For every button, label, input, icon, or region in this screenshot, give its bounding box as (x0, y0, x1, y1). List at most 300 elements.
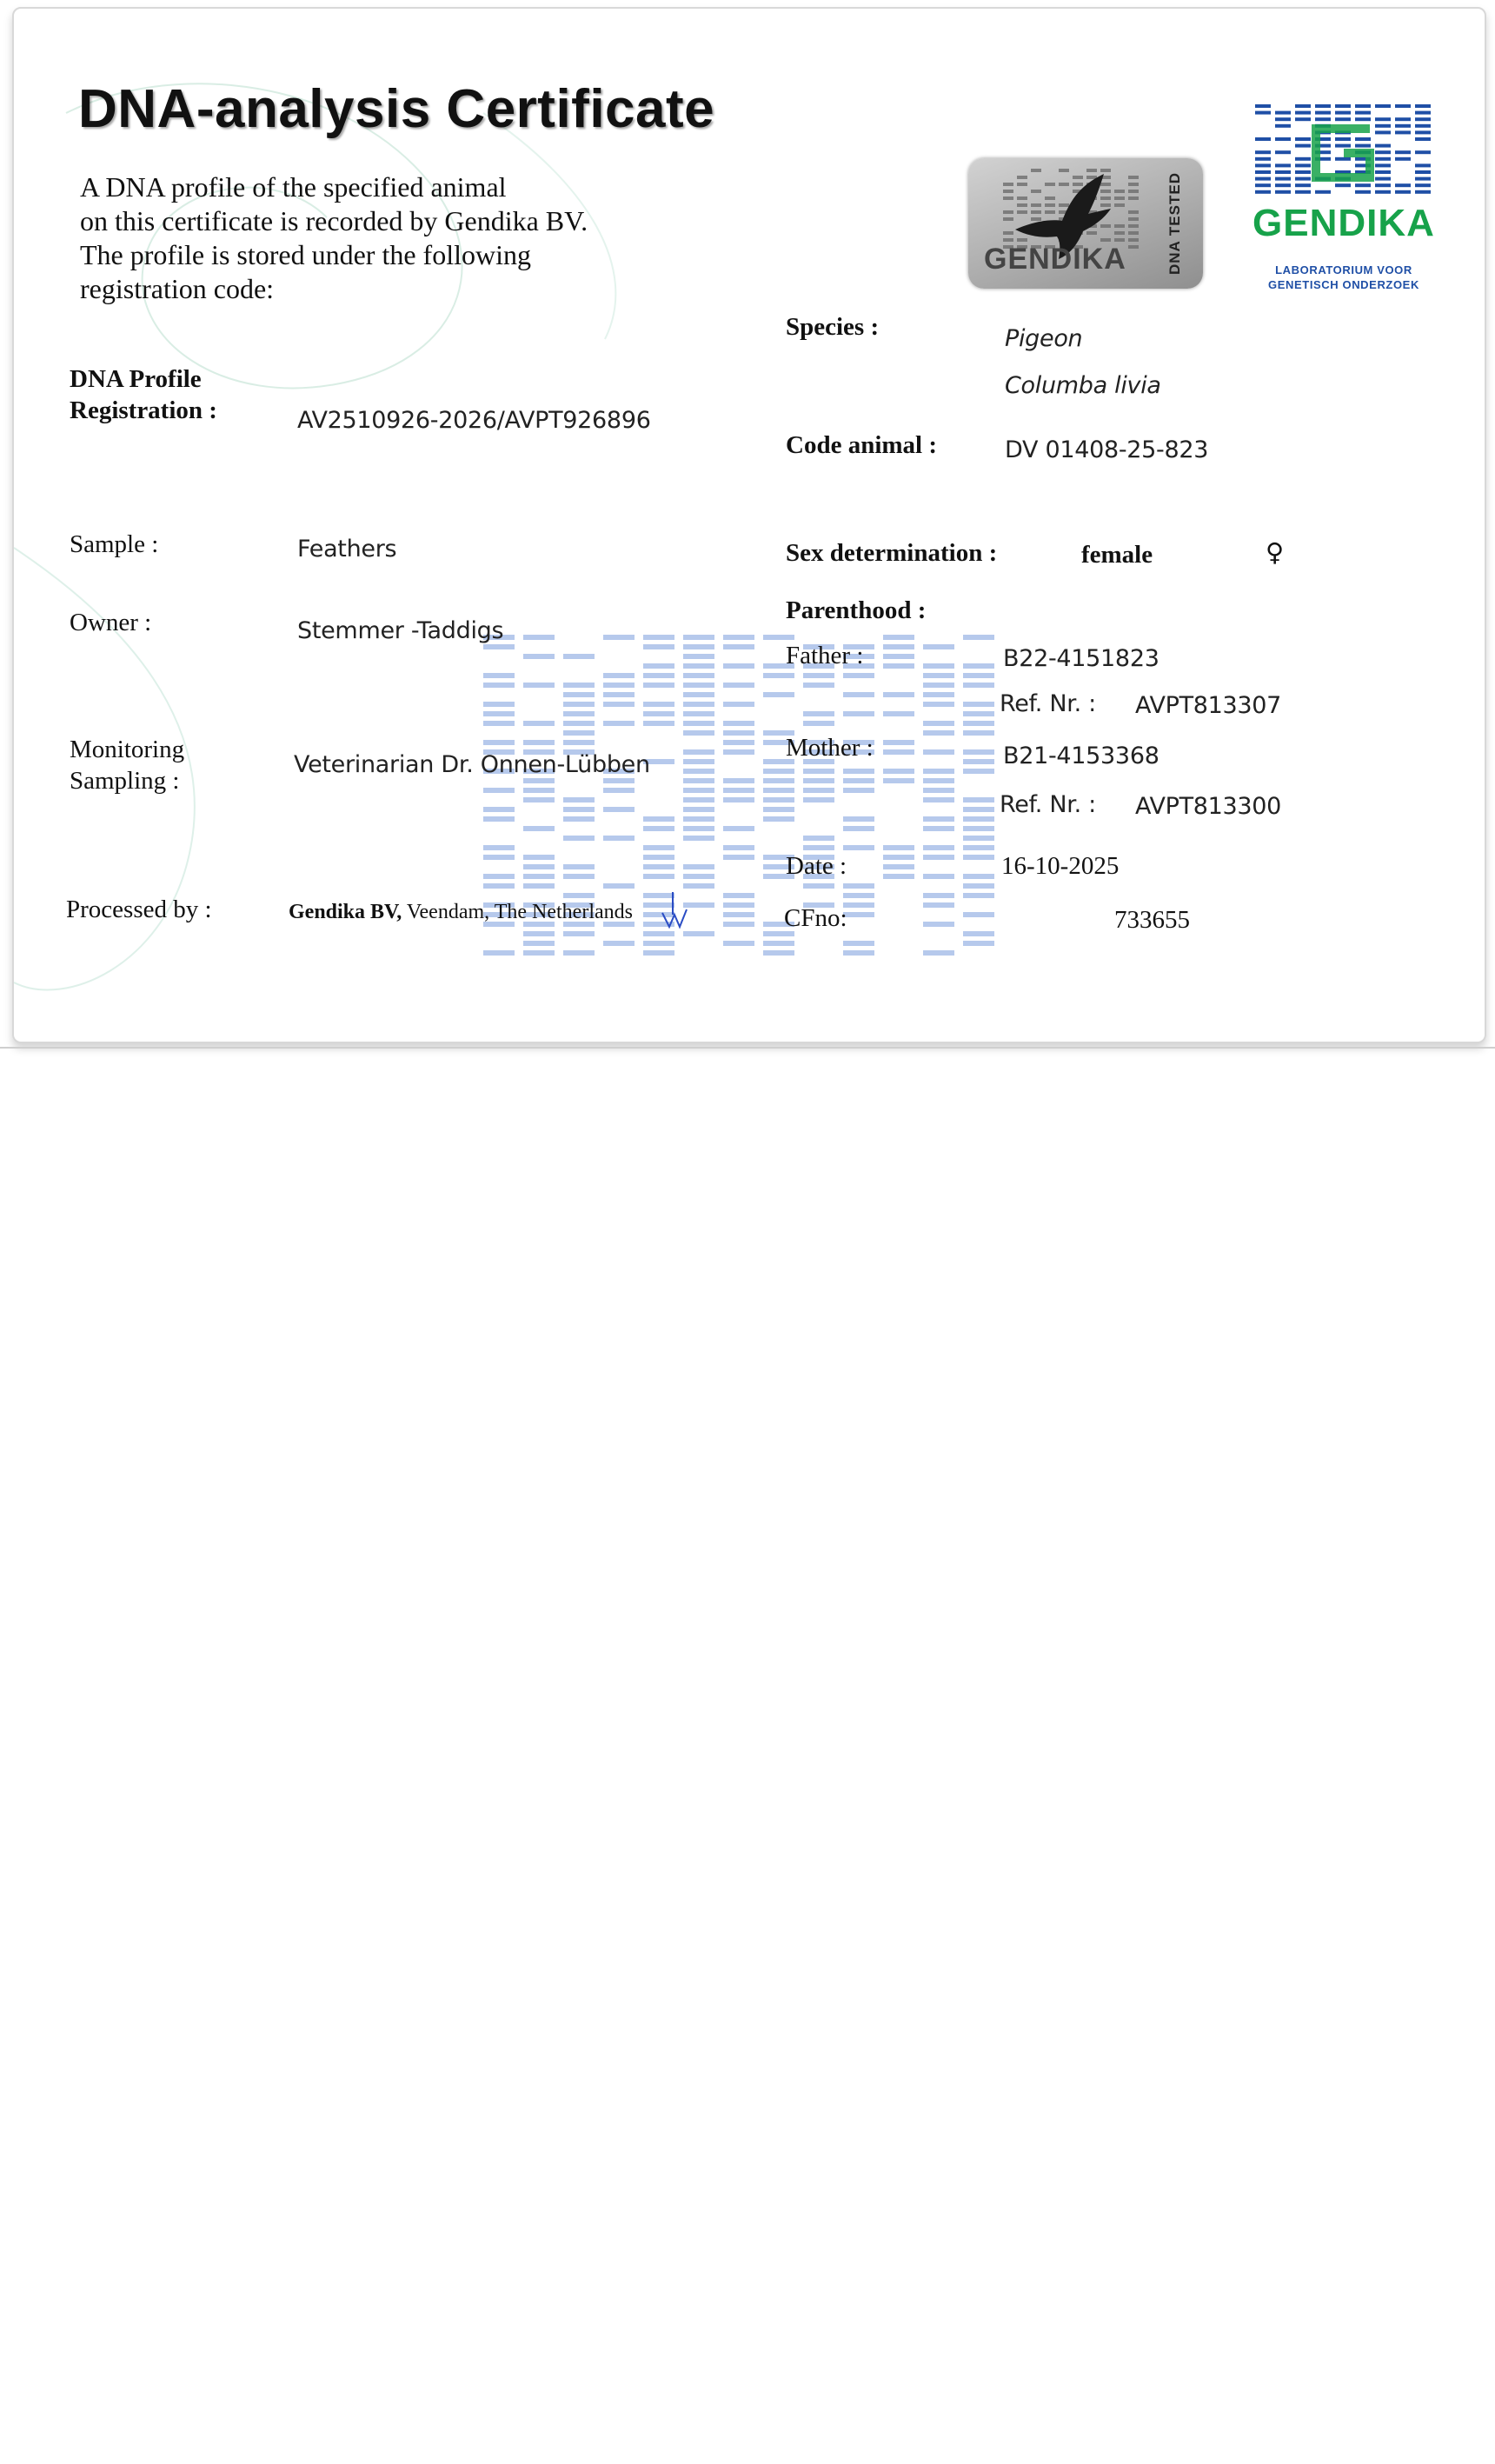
gel-band (643, 816, 674, 822)
logo-band (1375, 157, 1391, 161)
gel-band (963, 673, 994, 678)
gel-band (923, 855, 954, 860)
gel-band (643, 644, 674, 649)
gel-band (843, 673, 874, 678)
gel-band (643, 663, 674, 669)
logo-subtitle-line: GENETISCH ONDERZOEK (1268, 278, 1419, 291)
sample-value: Feathers (297, 536, 397, 563)
gel-band (923, 797, 954, 802)
gel-band (683, 730, 714, 736)
logo-band (1375, 183, 1391, 187)
logo-band (1375, 144, 1391, 148)
gel-band (843, 769, 874, 774)
gel-band (723, 778, 754, 783)
gel-band (643, 874, 674, 879)
gel-band (963, 721, 994, 726)
gel-band (763, 816, 794, 822)
gel-band (563, 730, 595, 736)
logo-band (1355, 111, 1371, 115)
gel-band (643, 941, 674, 946)
logo-band (1375, 150, 1391, 154)
gel-band (563, 683, 595, 688)
gel-band (643, 711, 674, 716)
gel-band (683, 797, 714, 802)
gel-band (603, 635, 635, 640)
logo-band (1335, 104, 1351, 108)
gel-band (483, 673, 515, 678)
gel-band (523, 683, 555, 688)
gel-band (923, 874, 954, 879)
gel-band (683, 769, 714, 774)
gel-band (963, 807, 994, 812)
gel-band (723, 845, 754, 850)
gel-band (683, 635, 714, 640)
gel-band (563, 864, 595, 869)
gel-band (843, 692, 874, 697)
registration-value: AV2510926-2026/AVPT926896 (297, 407, 651, 434)
logo-band (1275, 111, 1291, 115)
gel-band (883, 654, 914, 659)
gel-band (723, 683, 754, 688)
logo-band (1275, 150, 1291, 154)
logo-band (1275, 137, 1291, 141)
gel-band (643, 702, 674, 707)
gel-band (843, 788, 874, 793)
gel-band (563, 721, 595, 726)
gel-band (883, 855, 914, 860)
logo-band (1295, 163, 1311, 167)
gel-band (763, 635, 794, 640)
gel-band (923, 721, 954, 726)
gel-band (683, 836, 714, 841)
gel-band (723, 893, 754, 898)
species-common-value: Pigeon (1005, 325, 1083, 352)
gel-band (843, 845, 874, 850)
gel-band (803, 769, 834, 774)
gel-band (723, 855, 754, 860)
gel-band (643, 721, 674, 726)
cfno-value: 733655 (1114, 906, 1190, 934)
gel-band (723, 663, 754, 669)
gel-band (723, 749, 754, 755)
gel-band (563, 692, 595, 697)
page-edge-shadow (0, 1047, 1495, 1049)
gel-band (483, 788, 515, 793)
parenthood-label: Parenthood : (786, 596, 927, 624)
gel-band (723, 941, 754, 946)
logo-band (1275, 117, 1291, 121)
logo-band (1415, 137, 1431, 141)
gel-band (723, 788, 754, 793)
gel-band (763, 788, 794, 793)
logo-band (1295, 157, 1311, 161)
processed-value (289, 901, 633, 924)
logo-band (1415, 150, 1431, 154)
gel-band (643, 635, 674, 640)
sex-value: female (1081, 541, 1153, 569)
processed-company: Gendika BV, (289, 901, 402, 923)
logo-band (1395, 130, 1411, 134)
logo-band (1355, 183, 1371, 187)
gel-band (523, 931, 555, 936)
gel-band (563, 740, 595, 745)
gel-band (563, 807, 595, 812)
logo-band (1395, 124, 1411, 128)
logo-band (1415, 163, 1431, 167)
gel-band (563, 874, 595, 879)
gel-band (723, 730, 754, 736)
gel-band (803, 683, 834, 688)
logo-band (1335, 111, 1351, 115)
gel-band (963, 874, 994, 879)
gel-band (483, 874, 515, 879)
gel-band (843, 711, 874, 716)
gel-band (923, 702, 954, 707)
gel-band (843, 826, 874, 831)
logo-band (1355, 104, 1371, 108)
gel-band (883, 740, 914, 745)
gel-band (843, 941, 874, 946)
gel-band (723, 635, 754, 640)
gel-band (803, 778, 834, 783)
logo-band (1335, 117, 1351, 121)
logo-band (1395, 183, 1411, 187)
logo-band (1255, 150, 1271, 154)
father-label: Father : (786, 642, 864, 669)
gel-band (563, 654, 595, 659)
gel-band (843, 950, 874, 956)
gel-band (603, 702, 635, 707)
logo-band (1275, 163, 1291, 167)
code-animal-label: Code animal : (786, 431, 937, 459)
logo-band (1415, 124, 1431, 128)
gel-band (603, 836, 635, 841)
gel-band (483, 883, 515, 889)
gel-band (763, 797, 794, 802)
gel-band (963, 912, 994, 917)
father-ref-label: Ref. Nr. : (1000, 690, 1096, 717)
stamp-vertical-text: DNA TESTED (1166, 172, 1183, 275)
species-label: Species : (786, 313, 880, 341)
logo-band (1315, 111, 1331, 115)
logo-band (1375, 130, 1391, 134)
gel-band (723, 902, 754, 908)
owner-value: Stemmer -Taddigs (297, 617, 504, 644)
logo-band (1295, 190, 1311, 194)
gel-band (763, 807, 794, 812)
intro-line: on this certificate is recorded by Gendika BV. (80, 205, 588, 236)
logo-band (1255, 111, 1271, 115)
logo-band (1315, 104, 1331, 108)
stamp-text: GENDIKA (984, 243, 1126, 276)
gel-band (883, 769, 914, 774)
logo-band (1275, 124, 1291, 128)
gel-band (843, 902, 874, 908)
gel-band (843, 893, 874, 898)
gel-band (523, 874, 555, 879)
date-label: Date : (786, 852, 847, 880)
processed-location: Veendam, The Netherlands (402, 901, 633, 923)
logo-band (1255, 177, 1271, 181)
father-value: B22-4151823 (1003, 645, 1159, 672)
logo-band (1355, 144, 1371, 148)
intro-text (80, 170, 706, 306)
logo-subtitle-line: LABORATORIUM VOOR (1275, 263, 1412, 276)
gel-band (803, 883, 834, 889)
father-ref-value: AVPT813307 (1135, 692, 1282, 719)
logo-band (1255, 137, 1271, 141)
gel-band (883, 845, 914, 850)
logo-band (1395, 157, 1411, 161)
gel-band (803, 673, 834, 678)
gel-band (923, 845, 954, 850)
gel-band (923, 788, 954, 793)
gel-band (523, 797, 555, 802)
gel-band (763, 941, 794, 946)
gel-band (923, 816, 954, 822)
logo-band (1395, 117, 1411, 121)
gel-band (923, 749, 954, 755)
gel-band (723, 740, 754, 745)
logo-band (1415, 130, 1431, 134)
gel-band (603, 778, 635, 783)
gel-band (883, 749, 914, 755)
gel-band (523, 941, 555, 946)
processed-label: Processed by : (66, 896, 212, 923)
gel-band (683, 807, 714, 812)
gel-band (963, 749, 994, 755)
gel-band (483, 845, 515, 850)
gel-band (683, 654, 714, 659)
intro-line: The profile is stored under the following (80, 239, 531, 270)
logo-band (1375, 190, 1391, 194)
gel-band (963, 711, 994, 716)
gel-band (763, 778, 794, 783)
logo-band (1415, 104, 1431, 108)
logo-band (1255, 104, 1271, 108)
gel-band (643, 950, 674, 956)
gel-band (803, 711, 834, 716)
gel-band (683, 816, 714, 822)
gel-band (683, 673, 714, 678)
gel-band (483, 740, 515, 745)
gel-band (963, 769, 994, 774)
gel-band (843, 912, 874, 917)
gel-band (483, 855, 515, 860)
mother-ref-label: Ref. Nr. : (1000, 791, 1096, 818)
gel-band (923, 902, 954, 908)
logo-band (1375, 170, 1391, 174)
gel-band (683, 874, 714, 879)
gel-band (923, 673, 954, 678)
female-symbol-icon: ♀ (1266, 537, 1285, 567)
logo-band (1415, 183, 1431, 187)
gel-band (723, 826, 754, 831)
gel-band (963, 893, 994, 898)
gel-band (923, 778, 954, 783)
logo-band (1415, 111, 1431, 115)
gel-band (803, 836, 834, 841)
logo-band (1295, 144, 1311, 148)
intro-line: A DNA profile of the specified animal (80, 171, 507, 203)
gel-band (923, 893, 954, 898)
gel-band (963, 845, 994, 850)
gel-band (683, 663, 714, 669)
gel-band (523, 864, 555, 869)
gel-band (923, 950, 954, 956)
gel-band (483, 644, 515, 649)
gel-band (483, 711, 515, 716)
gel-band (683, 683, 714, 688)
gel-band (803, 788, 834, 793)
species-latin-value: Columba livia (1005, 372, 1161, 399)
gel-band (683, 711, 714, 716)
gel-band (963, 883, 994, 889)
mother-ref-value: AVPT813300 (1135, 793, 1282, 820)
gel-band (523, 778, 555, 783)
gel-band (683, 702, 714, 707)
logo-band (1375, 117, 1391, 121)
gel-band (683, 644, 714, 649)
sample-label: Sample : (70, 530, 159, 558)
gel-band (803, 845, 834, 850)
gel-band (523, 635, 555, 640)
gel-band (923, 730, 954, 736)
logo-band (1335, 183, 1351, 187)
gel-band (883, 635, 914, 640)
gel-band (603, 683, 635, 688)
dna-tested-stamp (968, 158, 1203, 289)
gel-band (563, 836, 595, 841)
gel-band (603, 673, 635, 678)
gel-band (523, 721, 555, 726)
logo-band (1275, 190, 1291, 194)
gel-band (963, 663, 994, 669)
gel-band (603, 807, 635, 812)
logo-band (1395, 150, 1411, 154)
gel-band (563, 931, 595, 936)
gel-band (523, 883, 555, 889)
gel-band (803, 797, 834, 802)
gel-band (683, 778, 714, 783)
gel-band (883, 644, 914, 649)
gel-band (923, 769, 954, 774)
gel-band (723, 797, 754, 802)
gel-band (963, 816, 994, 822)
logo-band (1375, 104, 1391, 108)
gel-band (563, 893, 595, 898)
gel-band (963, 635, 994, 640)
gel-band (963, 702, 994, 707)
logo-band (1295, 137, 1311, 141)
registration-label: DNA Profile (70, 365, 202, 393)
gel-band (643, 683, 674, 688)
logo-band (1255, 163, 1271, 167)
registration-label: Registration : (70, 396, 217, 424)
monitoring-label: Monitoring (70, 736, 185, 763)
gel-band (763, 950, 794, 956)
logo-band (1355, 117, 1371, 121)
gel-band (883, 663, 914, 669)
gel-band (523, 654, 555, 659)
gel-band (923, 644, 954, 649)
gel-band (563, 797, 595, 802)
logo-band (1375, 163, 1391, 167)
gel-band (683, 826, 714, 831)
gel-band (723, 702, 754, 707)
gel-band (643, 845, 674, 850)
gel-band (523, 788, 555, 793)
gel-band (963, 855, 994, 860)
gel-band (843, 816, 874, 822)
gel-band (683, 692, 714, 697)
gel-band (883, 864, 914, 869)
gel-band (483, 683, 515, 688)
logo-band (1295, 117, 1311, 121)
logo-band (1295, 170, 1311, 174)
gel-band (963, 759, 994, 764)
owner-label: Owner : (70, 609, 152, 636)
logo-band (1415, 190, 1431, 194)
gel-band (683, 721, 714, 726)
gel-band (483, 950, 515, 956)
gel-band (563, 816, 595, 822)
logo-band (1255, 170, 1271, 174)
gendika-logo-icon (1248, 103, 1439, 200)
gel-band (923, 826, 954, 831)
gel-band (643, 826, 674, 831)
gel-band (523, 950, 555, 956)
logo-band (1335, 144, 1351, 148)
gel-band (523, 855, 555, 860)
gel-band (643, 673, 674, 678)
sex-label: Sex determination : (786, 539, 998, 567)
logo-band (1355, 190, 1371, 194)
gel-band (803, 721, 834, 726)
gel-band (483, 702, 515, 707)
gel-band (563, 711, 595, 716)
gel-band (603, 941, 635, 946)
monitoring-value: Veterinarian Dr. Onnen-Lübben (294, 751, 650, 778)
logo-band (1255, 190, 1271, 194)
cfno-label: CFno: (784, 904, 847, 932)
logo-band (1255, 157, 1271, 161)
gel-band (523, 826, 555, 831)
logo-band (1395, 104, 1411, 108)
gel-band (563, 702, 595, 707)
gel-band (483, 807, 515, 812)
date-value: 16-10-2025 (1001, 852, 1120, 880)
logo-band (1315, 190, 1331, 194)
gel-band (643, 855, 674, 860)
gel-band (883, 711, 914, 716)
gel-band (683, 749, 714, 755)
gel-band (963, 941, 994, 946)
signature-mark (659, 889, 694, 932)
gel-band (963, 826, 994, 831)
gel-band (923, 683, 954, 688)
logo-band (1295, 111, 1311, 115)
logo-band (1335, 157, 1351, 161)
logo-band (1275, 170, 1291, 174)
gel-band (723, 721, 754, 726)
logo-band (1415, 117, 1431, 121)
logo-band (1415, 170, 1431, 174)
gel-band (643, 864, 674, 869)
mother-label: Mother : (786, 734, 874, 762)
gel-band (843, 778, 874, 783)
gel-band (683, 864, 714, 869)
